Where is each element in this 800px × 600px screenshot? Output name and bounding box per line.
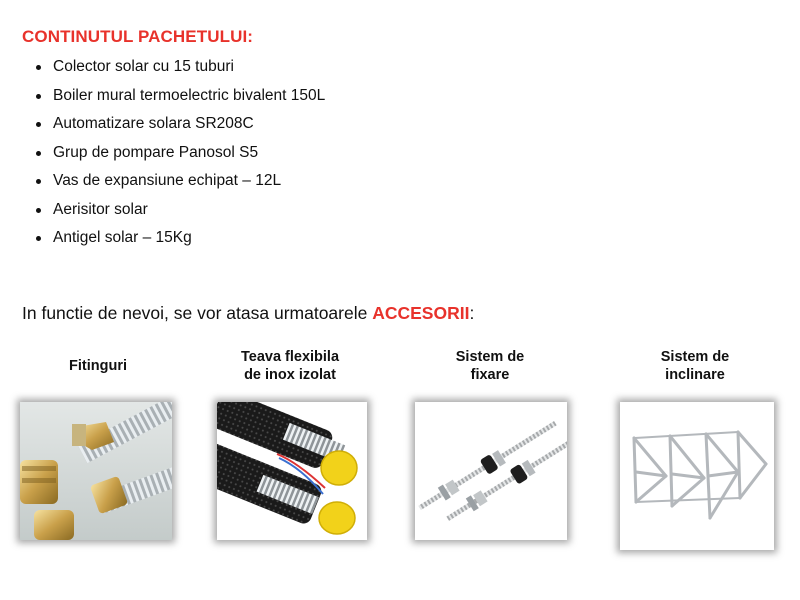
accessory-label-inclinare: Sistem de inclinare	[660, 349, 730, 383]
package-title: CONTINUTUL PACHETULUI:	[22, 27, 254, 46]
list-item: Aerisitor solar	[30, 199, 325, 228]
package-contents-list	[30, 56, 325, 256]
accessory-image-teava	[217, 402, 367, 540]
accessories-intro-text: In functie de nevoi, se vor atasa urmatoarele	[22, 303, 373, 323]
accessory-label-teava: Teava flexibila de inox izolat	[240, 349, 340, 383]
accessories-highlight: ACCESORII	[372, 303, 470, 323]
list-item: Vas de expansiune echipat – 12L	[30, 170, 325, 199]
accessory-image-fitinguri	[20, 402, 172, 540]
accessory-label-fitinguri: Fitinguri	[69, 358, 127, 374]
brass-fittings-illustration	[20, 402, 172, 540]
list-item: Automatizare solara SR208C	[30, 113, 325, 142]
list-item: Boiler mural termoelectric bivalent 150L	[30, 85, 325, 114]
insulated-pipe-illustration	[217, 402, 367, 540]
accessory-image-inclinare	[620, 402, 774, 550]
accessory-image-fixare	[415, 402, 567, 540]
fixing-bolts-illustration	[415, 402, 567, 540]
accessory-label-fixare: Sistem de fixare	[455, 349, 525, 383]
tilt-frame-illustration	[620, 402, 774, 550]
accessories-intro-suffix: :	[469, 303, 475, 323]
list-item: Colector solar cu 15 tuburi	[30, 56, 325, 85]
list-item: Grup de pompare Panosol S5	[30, 142, 325, 171]
accessories-intro	[22, 303, 474, 324]
list-item: Antigel solar – 15Kg	[30, 227, 325, 256]
